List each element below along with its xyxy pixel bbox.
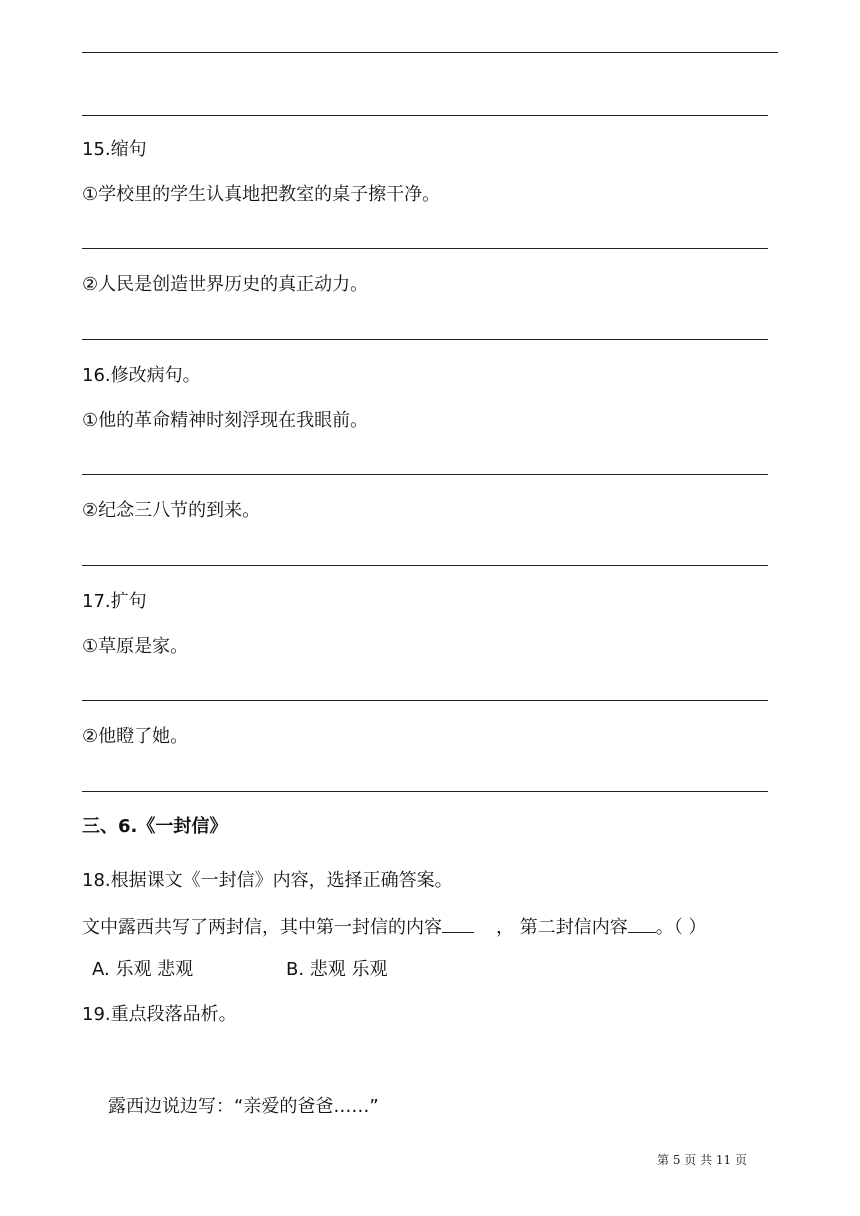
q16-item-2: ②纪念三八节的到来。 [82,500,261,521]
page-number: 第 5 页 共 11 页 [657,1153,747,1167]
q18-stem-part3: 。（ ） [655,917,707,938]
q15-title: 15.缩句 [82,139,147,160]
answer-line [82,339,768,340]
q16-item-1: ①他的革命精神时刻浮现在我眼前。 [82,410,369,431]
q18-stem-part2: ， 第二封信内容 [496,917,628,938]
answer-line [82,700,768,701]
q19-passage: 露西边说边写：“亲爱的爸爸……” [108,1096,379,1117]
answer-blank-2[interactable] [628,914,656,933]
answer-line [82,565,768,566]
answer-line [82,52,778,53]
q18-stem [82,914,706,939]
q18-option-a[interactable]: A. 乐观 悲观 [92,959,194,980]
q17-item-1: ①草原是家。 [82,636,189,657]
answer-blank-1[interactable] [442,914,474,933]
q15-item-2: ②人民是创造世界历史的真正动力。 [82,274,369,295]
q17-item-2: ②他瞪了她。 [82,726,189,747]
answer-line [82,115,768,116]
q18-stem-part1: 文中露西共写了两封信，其中第一封信的内容 [82,917,442,938]
answer-line [82,248,768,249]
section-heading: 三、6.《一封信》 [82,816,228,837]
q19-title: 19.重点段落品析。 [82,1004,237,1025]
q16-title: 16.修改病句。 [82,365,201,386]
q17-title: 17.扩句 [82,591,147,612]
q15-item-1: ①学校里的学生认真地把教室的桌子擦干净。 [82,184,441,205]
answer-line [82,474,768,475]
q18-option-b[interactable]: B. 悲观 乐观 [286,959,388,980]
answer-line [82,791,768,792]
q18-title: 18.根据课文《一封信》内容，选择正确答案。 [82,870,453,891]
